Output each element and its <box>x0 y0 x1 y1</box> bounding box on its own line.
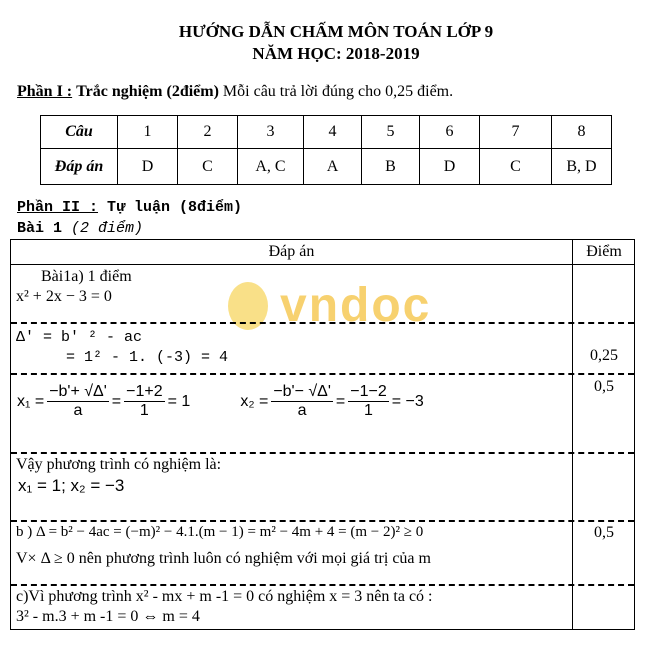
part-b-formula: b ) Δ = b² − 4ac = (−m)² − 4.1.(m − 1) = m² − 4m + 4 = (m − 2)² ≥ 0 <box>16 524 424 540</box>
cell: C <box>178 149 238 185</box>
cell: B, D <box>552 149 612 185</box>
delta-value: = 1² - 1. (-3) = 4 <box>66 349 229 366</box>
table-row <box>41 116 612 149</box>
row-header: Câu <box>41 116 118 149</box>
divider <box>11 584 634 586</box>
cell: 8 <box>552 116 612 149</box>
denominator: a <box>73 402 83 419</box>
table-row <box>41 149 612 185</box>
denominator: 1 <box>139 402 149 419</box>
doc-subtitle: NĂM HỌC: 2018-2019 <box>252 44 420 63</box>
bai1-label: Bài 1 <box>17 220 63 237</box>
numerator: −b'− √Δ' <box>273 383 331 400</box>
cell: 6 <box>420 116 480 149</box>
part1-label: Phần I : <box>17 83 73 100</box>
cell: C <box>480 149 552 185</box>
x2-label: x₂ = <box>240 392 269 410</box>
x2-result: = −3 <box>391 392 424 410</box>
score: 0,25 <box>590 347 618 364</box>
divider <box>11 520 634 522</box>
x1-label: x₁ = <box>17 392 45 410</box>
cell: 3 <box>238 116 304 149</box>
score: 0,5 <box>594 524 614 541</box>
part2-heading <box>17 199 242 216</box>
part2-label: Phần II : <box>17 199 99 216</box>
bai1-points: (2 điểm) <box>62 220 144 237</box>
part-b-conclusion: V× Δ ≥ 0 nên phương trình luôn có nghiệm với mọi giá trị của m <box>16 550 431 567</box>
part2-title: Tự luận (8điểm) <box>98 199 243 216</box>
numerator: −1+2 <box>126 383 163 400</box>
cell: A <box>304 149 362 185</box>
cell: D <box>118 149 178 185</box>
header-score: Điểm <box>586 243 622 260</box>
score: 0,5 <box>594 378 614 395</box>
roots-formula: x₁ = $\frac{-b'+ √\Delta'}{a}$ = $\frac{-1+2}{1}$ = 1 x₂ = $\frac{-b'- √\Delta'}{a}$ = $\frac{-1-2}{1}$ = −3 <box>17 383 424 419</box>
solution-table <box>10 239 635 630</box>
header-answer: Đáp án <box>268 243 315 260</box>
part1-title: Trắc nghiệm (2điểm) <box>76 83 219 100</box>
part1-desc: Mỗi câu trả lời đúng cho 0,25 điểm. <box>218 83 454 100</box>
divider <box>11 373 634 375</box>
denominator: a <box>297 402 307 419</box>
cell: 1 <box>118 116 178 149</box>
cell: D <box>420 149 480 185</box>
part-a-label: Bài1a) 1 điểm <box>41 268 132 285</box>
cell: B <box>362 149 420 185</box>
cell: 4 <box>304 116 362 149</box>
cell: 2 <box>178 116 238 149</box>
conclusion-text: Vậy phương trình có nghiệm là: <box>16 456 222 473</box>
numerator: −1−2 <box>350 383 387 400</box>
x1-result: = 1 <box>167 392 191 410</box>
roots: x₁ = 1; x₂ = −3 <box>18 476 125 495</box>
cell: 5 <box>362 116 420 149</box>
divider <box>11 322 634 324</box>
row-header: Đáp án <box>41 149 118 185</box>
bai1-heading <box>17 220 143 237</box>
part1-heading <box>17 83 453 101</box>
part-c-result: 3² - m.3 + m -1 = 0 ⇔ m = 4 <box>16 608 200 625</box>
equation: x² + 2x − 3 = 0 <box>16 288 112 305</box>
part-c-text: c)Vì phương trình x² - mx + m -1 = 0 có nghiệm x = 3 nên ta có : <box>16 588 433 605</box>
delta-formula: Δ' = b' ² - ac <box>16 329 143 346</box>
denominator: 1 <box>364 402 373 419</box>
numerator: −b'+ √Δ' <box>49 383 107 400</box>
cell: 7 <box>480 116 552 149</box>
divider <box>11 264 634 265</box>
watermark-logo: vndoc <box>280 279 432 332</box>
divider <box>11 452 634 454</box>
cell: A, C <box>238 149 304 185</box>
answer-key-table <box>40 115 612 185</box>
divider <box>572 240 573 629</box>
doc-title: HƯỚNG DẪN CHẤM MÔN TOÁN LỚP 9 <box>178 22 494 41</box>
